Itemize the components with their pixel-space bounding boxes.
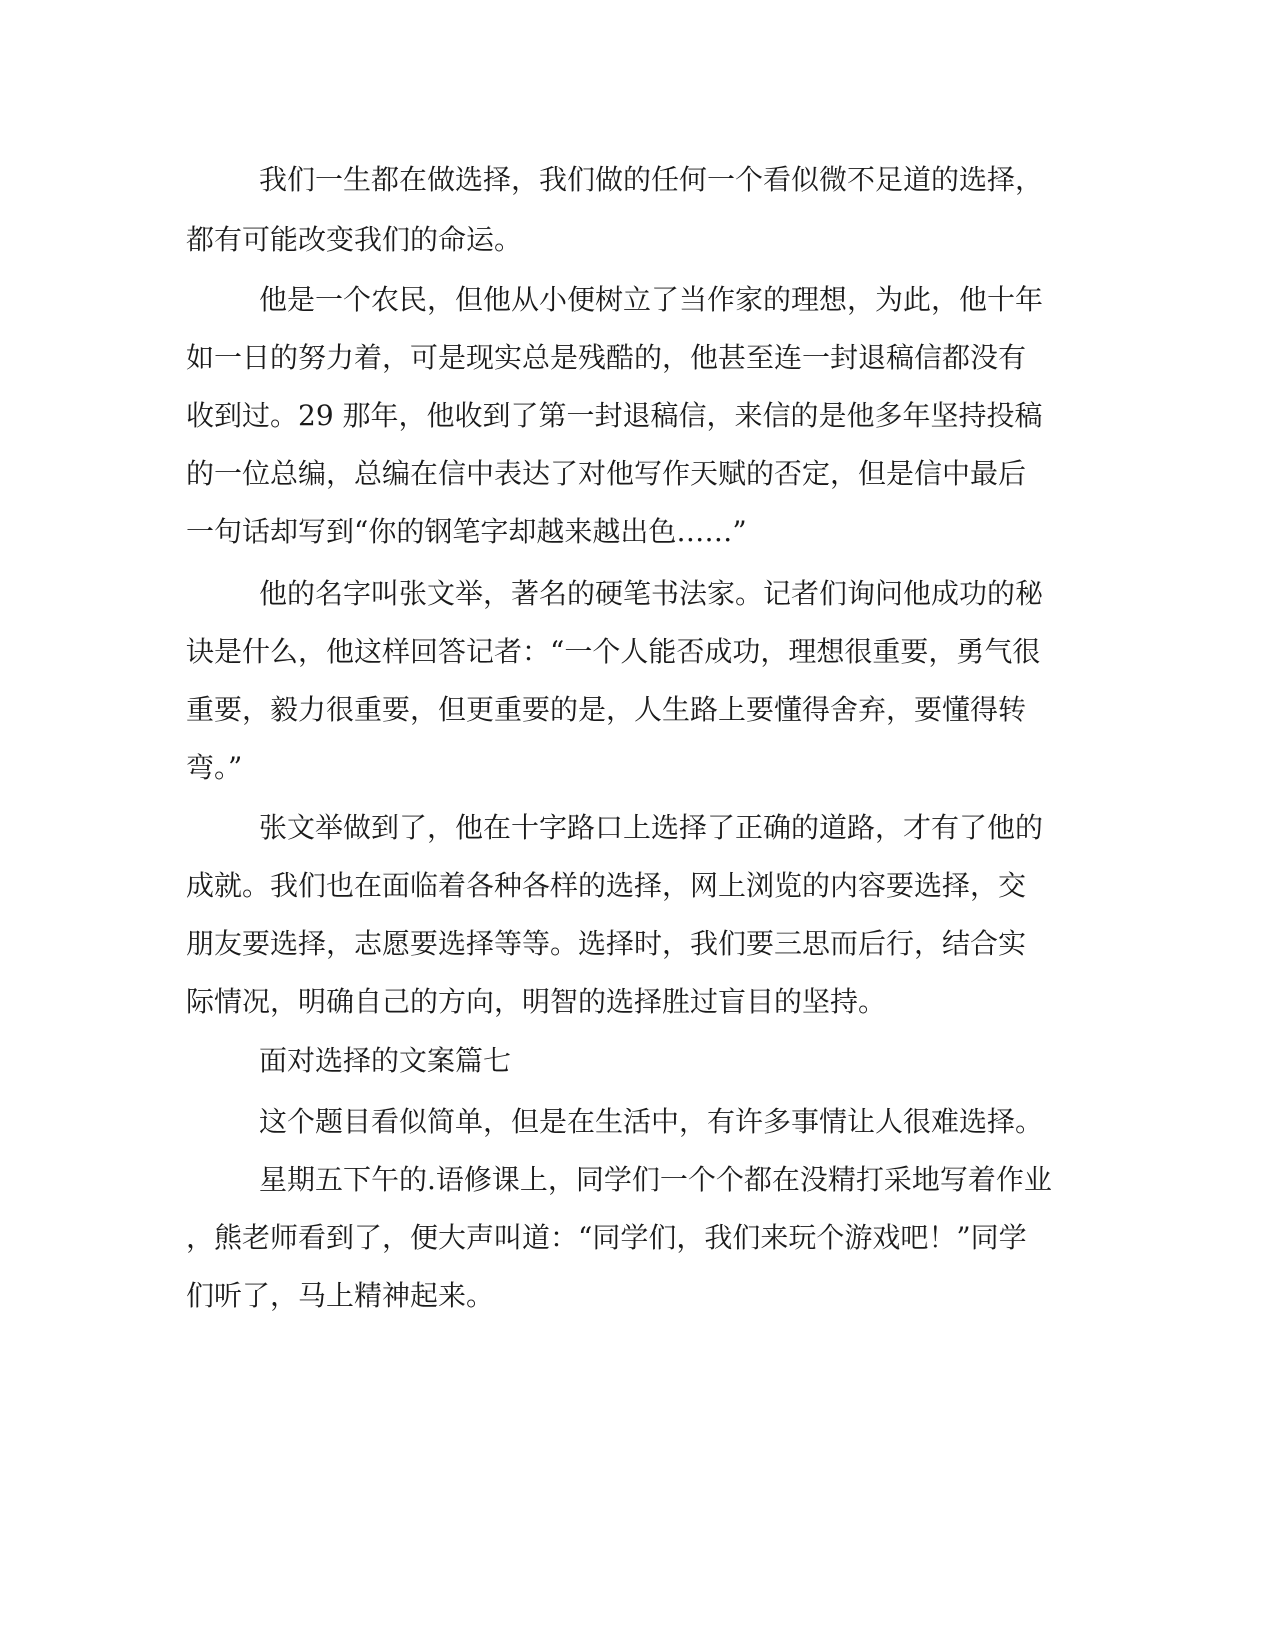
text-line: 的一位总编，总编在信中表达了对他写作天赋的否定，但是信中最后 [186, 457, 1027, 490]
text-line: 们听了，马上精神起来。 [186, 1279, 495, 1312]
text-line: 他的名字叫张文举，著名的硬笔书法家。记者们询问他成功的秘 [259, 577, 1044, 610]
text-line: 如一日的努力着，可是现实总是残酷的，他甚至连一封退稿信都没有 [186, 341, 1027, 374]
text-line: 重要，毅力很重要，但更重要的是，人生路上要懂得舍弃，要懂得转 [186, 693, 1027, 726]
text-line: 弯。” [186, 751, 243, 784]
text-line: 我们一生都在做选择，我们做的任何一个看似微不足道的选择， [259, 163, 1044, 196]
text-line: 一句话却写到“你的钢笔字却越来越出色……” [186, 515, 747, 548]
text-line: 朋友要选择，志愿要选择等等。选择时，我们要三思而后行，结合实 [186, 927, 1027, 960]
text-line: ，熊老师看到了，便大声叫道：“同学们，我们来玩个游戏吧！”同学 [186, 1221, 1027, 1254]
text-line: 这个题目看似简单，但是在生活中，有许多事情让人很难选择。 [259, 1105, 1044, 1138]
text-line: 张文举做到了，他在十字路口上选择了正确的道路，才有了他的 [259, 811, 1044, 844]
text-line: 诀是什么，他这样回答记者：“一个人能否成功，理想很重要，勇气很 [186, 635, 1041, 668]
text-line: 际情况，明确自己的方向，明智的选择胜过盲目的坚持。 [186, 985, 887, 1018]
text-line: 都有可能改变我们的命运。 [186, 223, 523, 256]
text-line: 他是一个农民，但他从小便树立了当作家的理想，为此，他十年 [259, 283, 1044, 316]
text-line: 成就。我们也在面临着各种各样的选择，网上浏览的内容要选择，交 [186, 869, 1027, 902]
section-heading: 面对选择的文案篇七 [259, 1044, 512, 1077]
text-line: 星期五下午的.语修课上，同学们一个个都在没精打采地写着作业 [259, 1163, 1052, 1196]
text-line: 收到过。29 那年，他收到了第一封退稿信，来信的是他多年坚持投稿 [186, 399, 1043, 432]
